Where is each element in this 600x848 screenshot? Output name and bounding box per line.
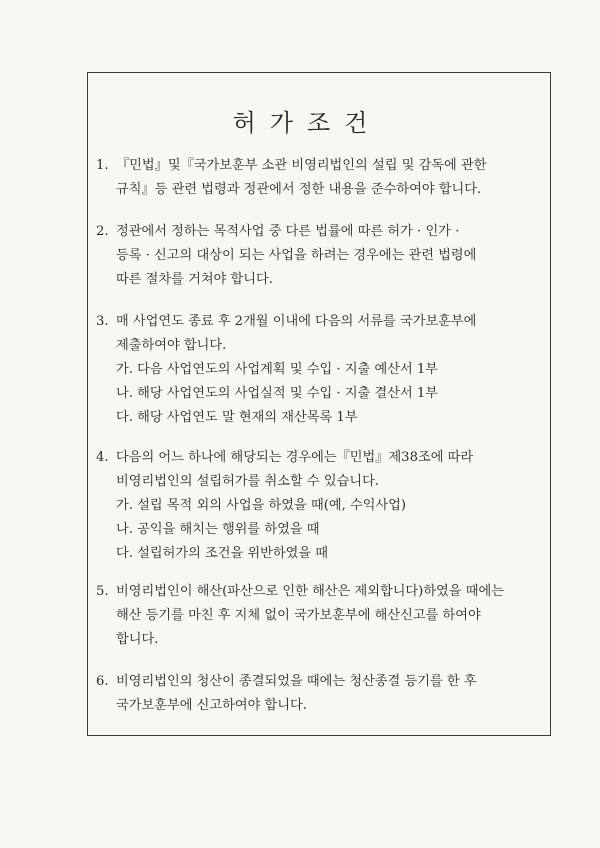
item-number: 4.	[96, 450, 109, 465]
item-text-line: 비영리법인의 청산이 종결되었을 때에는 청산종결 등기를 한 후	[116, 674, 477, 689]
sub-item: 다. 해당 사업연도 말 현재의 재산목록 1부	[116, 410, 358, 425]
document-title: 허가조건	[232, 109, 382, 137]
condition-item-3	[96, 310, 540, 430]
item-text-line: 규칙』등 관련 법령과 정관에서 정한 내용을 준수하여야 합니다.	[116, 182, 482, 197]
item-text-line: 합니다.	[116, 632, 159, 647]
item-text-line: 해산 등기를 마친 후 지체 없이 국가보훈부에 해산신고를 하여야	[116, 608, 481, 623]
item-text-line: 국가보훈부에 신고하여야 합니다.	[116, 698, 307, 713]
item-first-line	[96, 310, 540, 334]
item-text-line: 정관에서 정하는 목적사업 중 다른 법률에 따른 허가 · 인가 ·	[116, 224, 460, 239]
item-number: 1.	[96, 158, 109, 173]
item-number: 2.	[96, 224, 109, 239]
item-first-line	[96, 670, 540, 694]
item-text-line: 따른 절차를 거쳐야 합니다.	[116, 272, 273, 287]
item-first-line	[96, 154, 540, 178]
condition-item-6	[96, 670, 540, 718]
sub-item: 나. 해당 사업연도의 사업실적 및 수입 · 지출 결산서 1부	[116, 386, 439, 401]
item-first-line	[96, 220, 540, 244]
item-number: 6.	[96, 674, 109, 689]
item-number: 3.	[96, 314, 109, 329]
condition-item-5	[96, 580, 540, 652]
item-number: 5.	[96, 584, 109, 599]
item-text-line: 등록 · 신고의 대상이 되는 사업을 하려는 경우에는 관련 법령에	[116, 248, 477, 263]
condition-item-4	[96, 446, 540, 566]
item-first-line	[96, 580, 540, 604]
item-text-line: 『민법』및『국가보훈부 소관 비영리법인의 설립 및 감독에 관한	[116, 158, 487, 173]
item-text-line: 비영리법인의 설립허가를 취소할 수 있습니다.	[116, 474, 380, 489]
sub-item: 가. 다음 사업연도의 사업계획 및 수입 · 지출 예산서 1부	[116, 362, 439, 377]
sub-item: 나. 공익을 해치는 행위를 하였을 때	[116, 522, 320, 537]
condition-item-1	[96, 154, 540, 202]
item-text-line: 다음의 어느 하나에 해당되는 경우에는『민법』제38조에 따라	[116, 450, 474, 465]
item-text-line: 매 사업연도 종료 후 2개월 이내에 다음의 서류를 국가보훈부에	[116, 314, 477, 329]
sub-item: 가. 설립 목적 외의 사업을 하였을 때(예, 수익사업)	[116, 498, 407, 513]
item-text-line: 제출하여야 합니다.	[116, 338, 227, 353]
item-text-line: 비영리법인이 해산(파산으로 인한 해산은 제외합니다)하였을 때에는	[116, 584, 504, 599]
item-first-line	[96, 446, 540, 470]
sub-item: 다. 설립허가의 조건을 위반하였을 때	[116, 546, 329, 561]
condition-item-2	[96, 220, 540, 292]
